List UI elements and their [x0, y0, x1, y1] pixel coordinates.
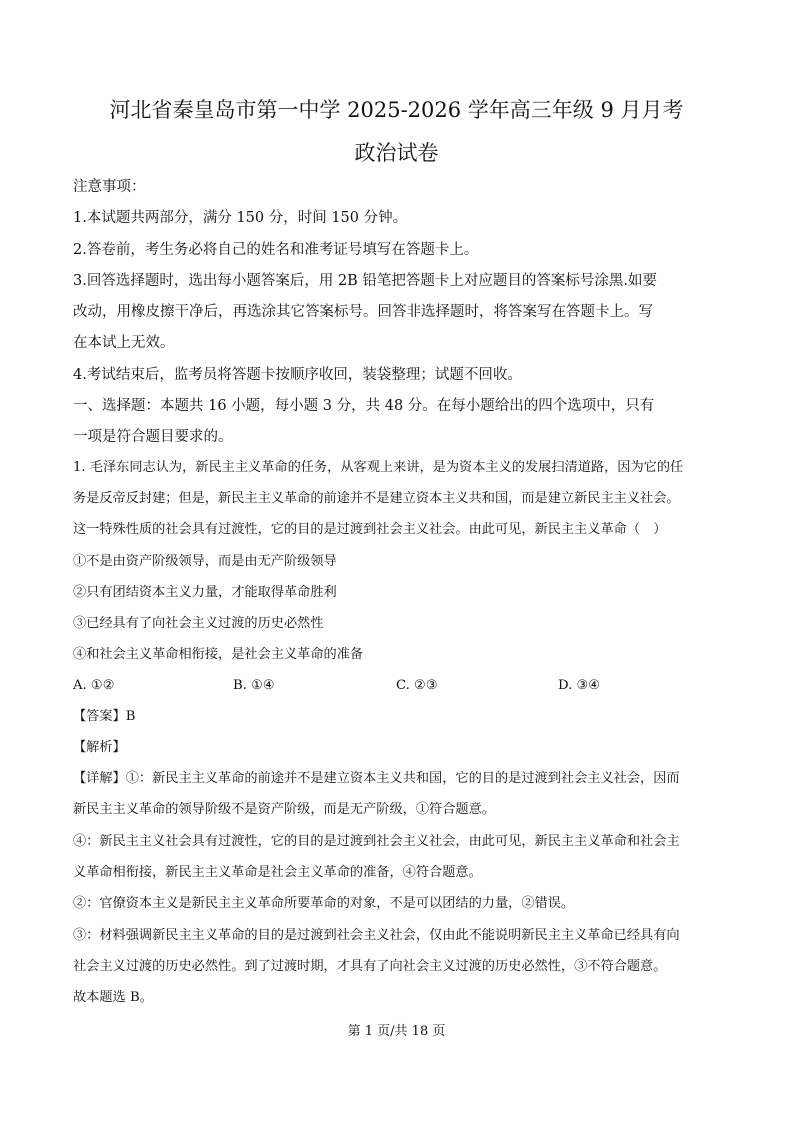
- detail-line: ②：官僚资本主义是新民主主义革命所要革命的对象，不是可以团结的力量，②错误。: [73, 896, 575, 911]
- exam-title: 河北省秦皇岛市第一中学 2025-2026 学年高三年级 9 月月考: [109, 98, 684, 122]
- section-instruction: 一、选择题：本题共 16 小题，每小题 3 分，共 48 分。在每小题给出的四个选项中，只有: [73, 398, 655, 414]
- notice-line: 3.回答选择题时，选出每小题答案后，用 2B 铅笔把答题卡上对应题目的答案标号涂黑.如要: [73, 273, 658, 289]
- notice-line: 在本试上无效。: [73, 335, 175, 351]
- detail-line: 社会主义过渡的历史必然性。到了过渡时期，才具有了向社会主义过渡的历史必然性，③不符合题意。: [73, 959, 667, 974]
- notice-line: 改动，用橡皮擦干净后，再选涂其它答案标号。回答非选择题时，将答案写在答题卡上。写: [73, 304, 653, 320]
- detail-line: 【详解】①：新民主主义革命的前途并不是建立资本主义共和国，它的目的是过渡到社会主义社会，因而: [73, 771, 680, 786]
- option-a: A. ①②: [73, 678, 115, 693]
- detail-line: 新民主主义革命的领导阶级不是资产阶级，而是无产阶级，①符合题意。: [73, 802, 495, 817]
- notice-line: 2.答卷前，考生务必将自己的姓名和准考证号填写在答题卡上。: [73, 242, 479, 258]
- question-stem: 1. 毛泽东同志认为，新民主主义革命的任务，从客观上来讲，是为资本主义的发展扫清道路，因为它的任: [73, 460, 684, 475]
- question-item: ②只有团结资本主义力量，才能取得革命胜利: [73, 585, 337, 600]
- exam-subtitle: 政治试卷: [354, 141, 439, 165]
- detail-line: 故本题选 B。: [73, 990, 153, 1005]
- option-c: C. ②③: [396, 678, 438, 693]
- option-d: D. ③④: [558, 678, 601, 693]
- notice-line: 1.本试题共两部分，满分 150 分，时间 150 分钟。: [73, 210, 408, 226]
- notice-line: 4.考试结束后，监考员将答题卡按顺序收回，装袋整理；试题不回收。: [73, 367, 522, 383]
- question-item: ①不是由资产阶级领导，而是由无产阶级领导: [73, 554, 337, 569]
- detail-line: 义革命相衔接，新民主主义革命是社会主义革命的准备，④符合题意。: [73, 865, 482, 880]
- detail-line: ③：材料强调新民主主义革命的目的是过渡到社会主义社会，仅由此不能说明新民主主义革命已经具有向: [73, 928, 680, 943]
- question-stem: 务是反帝反封建；但是，新民主主义革命的前途并不是建立资本主义共和国，而是建立新民主主义社会。: [73, 491, 680, 506]
- detail-line: ④：新民主主义社会具有过渡性，它的目的是过渡到社会主义社会，由此可见，新民主主义革命和社会主: [73, 834, 680, 849]
- section-instruction: 一项是符合题目要求的。: [73, 429, 233, 445]
- notice-heading: 注意事项：: [73, 179, 146, 195]
- option-b: B. ①④: [233, 678, 275, 693]
- question-item: ③已经具有了向社会主义过渡的历史必然性: [73, 616, 324, 631]
- question-stem: 这一特殊性质的社会具有过渡性，它的目的是过渡到社会主义社会。由此可见，新民主主义革命（ ）: [73, 522, 667, 537]
- analysis-label: 【解析】: [73, 740, 126, 755]
- page-number: 第 1 页/共 18 页: [347, 1024, 446, 1039]
- answer-label: 【答案】B: [73, 709, 136, 724]
- question-item: ④和社会主义革命相衔接，是社会主义革命的准备: [73, 647, 364, 662]
